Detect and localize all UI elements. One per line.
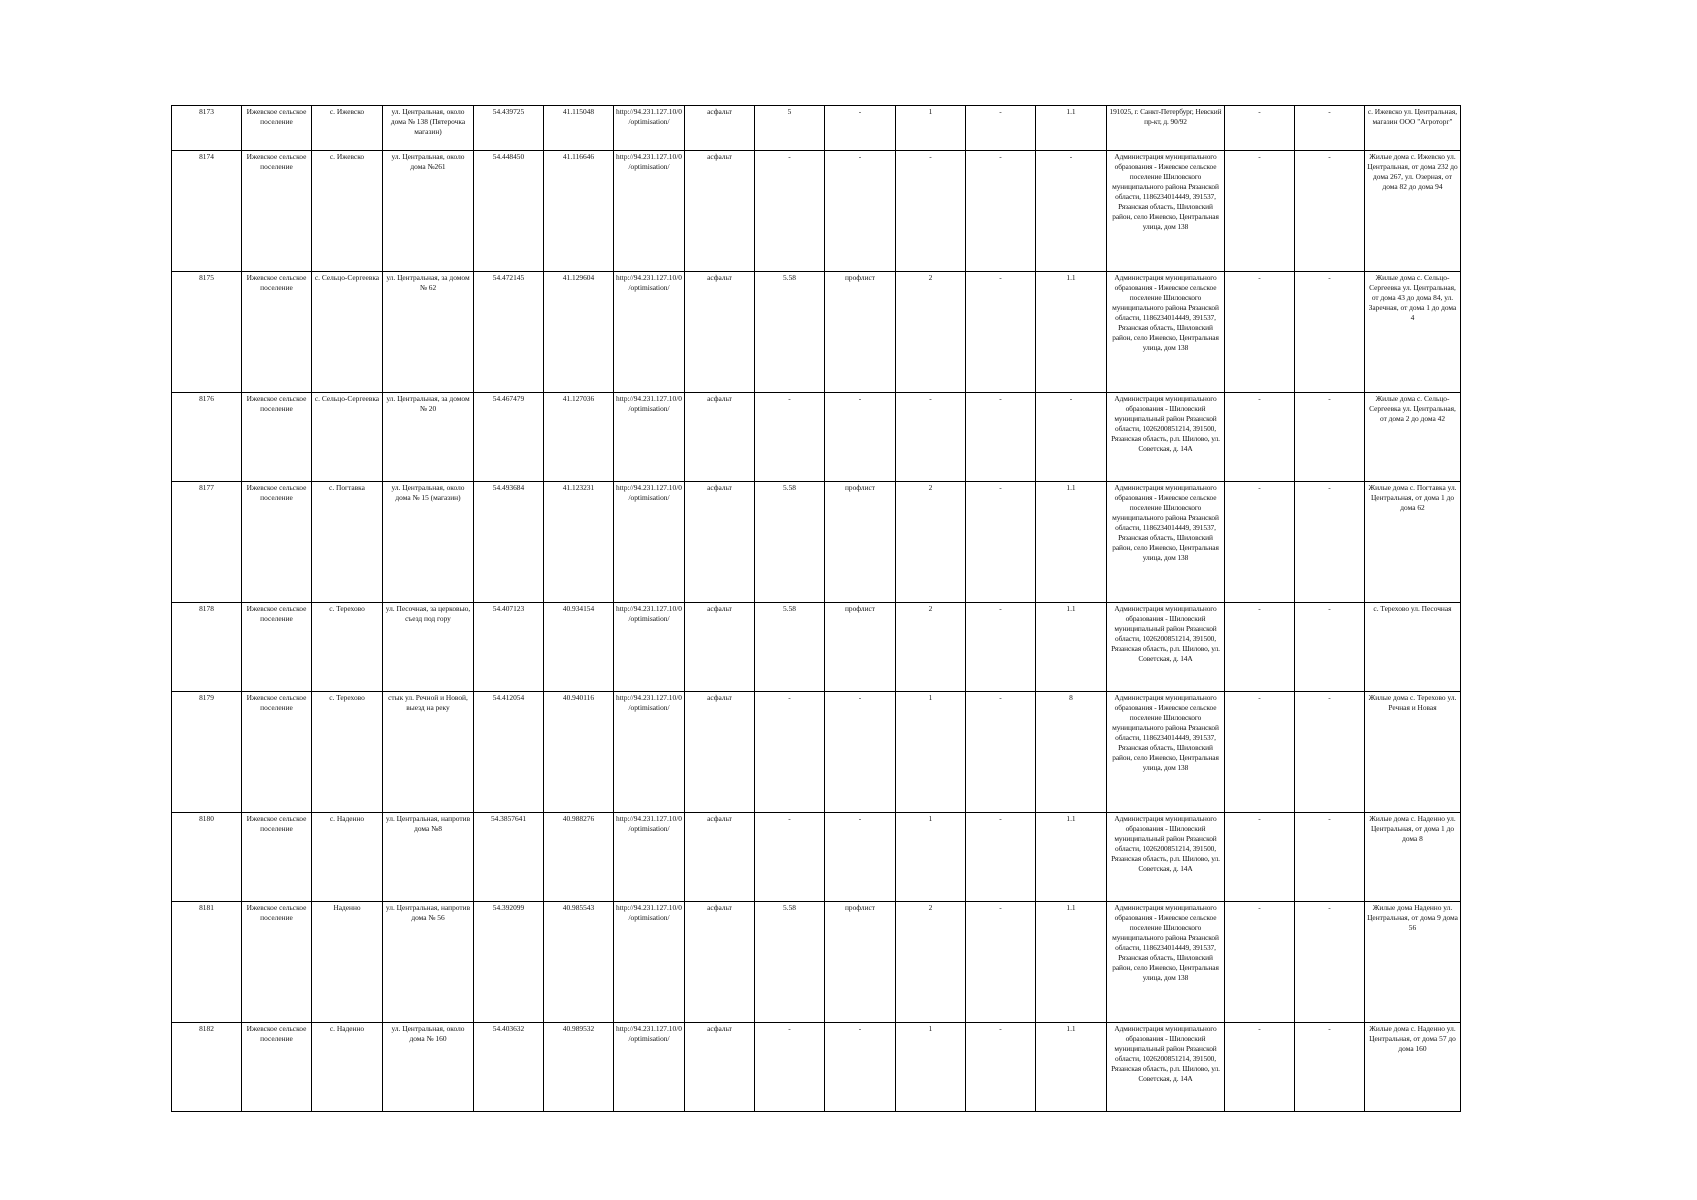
- cell-owner: Администрация муниципального образования - Шиловский муниципальный район Рязанской области, 1026200851214, 391500, Рязанская область, р.п. Шилово, ул. Советская, д. 14А: [1107, 1023, 1225, 1112]
- cell-col-16: -: [1295, 1023, 1365, 1112]
- cell-latitude: 54.493684: [474, 482, 544, 603]
- cell-latitude: 54.3857641: [474, 813, 544, 902]
- table-row: [172, 902, 1461, 1023]
- cell-owner: Администрация муниципального образования - Шиловский муниципальный район Рязанской области, 1026200851214, 391500, Рязанская область, р.п. Шилово, ул. Советская, д. 14А: [1107, 813, 1225, 902]
- cell-col-15: -: [1225, 813, 1295, 902]
- cell-planned-containers: -: [966, 482, 1036, 603]
- cell-owner: Администрация муниципального образования - Ижевское сельское поселение Шиловского муниципального района Рязанской области, 1186234014449, 391537, Рязанская область, Шиловский район, село Ижевско, Центральная улица, дом 138: [1107, 272, 1225, 393]
- cell-container-volume: 1.1: [1036, 272, 1107, 393]
- cell-fence-material: профлист: [825, 603, 896, 692]
- cell-container-count: 1: [896, 1023, 966, 1112]
- cell-container-volume: -: [1036, 151, 1107, 272]
- cell-surface: асфальт: [685, 393, 755, 482]
- cell-settlement: Ижевское сельское поселение: [242, 272, 312, 393]
- cell-container-volume: 1.1: [1036, 813, 1107, 902]
- cell-settlement: Ижевское сельское поселение: [242, 482, 312, 603]
- cell-latitude: 54.412054: [474, 692, 544, 813]
- cell-planned-containers: -: [966, 393, 1036, 482]
- table-row: [172, 272, 1461, 393]
- cell-address: ул. Центральная, около дома № 160: [383, 1023, 474, 1112]
- table-row: [172, 603, 1461, 692]
- cell-surface: асфальт: [685, 1023, 755, 1112]
- cell-address: ул. Центральная, около дома №261: [383, 151, 474, 272]
- cell-served-sources: Жилые дома с. Наденно ул. Центральная, от дома 57 до дома 160: [1365, 1023, 1461, 1112]
- cell-map-url: http://94.231.127.10/0/optimisation/: [614, 272, 685, 393]
- cell-map-url: http://94.231.127.10/0/optimisation/: [614, 482, 685, 603]
- cell-col-15: -: [1225, 106, 1295, 151]
- cell-col-16: -: [1295, 272, 1365, 393]
- cell-owner: Администрация муниципального образования - Ижевское сельское поселение Шиловского муниципального района Рязанской области, 1186234014449, 391537, Рязанская область, Шиловский район, село Ижевско, Центральная улица, дом 138: [1107, 482, 1225, 603]
- cell-longitude: 40.934154: [544, 603, 614, 692]
- cell-village: с. Погтавка: [312, 482, 383, 603]
- cell-col-15: -: [1225, 482, 1295, 603]
- cell-latitude: 54.407123: [474, 603, 544, 692]
- cell-col-15: -: [1225, 603, 1295, 692]
- cell-container-volume: -: [1036, 393, 1107, 482]
- cell-surface: асфальт: [685, 692, 755, 813]
- cell-village: с. Ижевско: [312, 151, 383, 272]
- cell-planned-containers: -: [966, 902, 1036, 1023]
- cell-address: ул. Центральная, за домом № 62: [383, 272, 474, 393]
- cell-col-16: -: [1295, 106, 1365, 151]
- cell-settlement: Ижевское сельское поселение: [242, 692, 312, 813]
- cell-village: с. Сельцо-Сергеевка: [312, 272, 383, 393]
- cell-owner: Администрация муниципального образования - Ижевское сельское поселение Шиловского муниципального района Рязанской области, 1186234014449, 391537, Рязанская область, Шиловский район, село Ижевско, Центральная улица, дом 138: [1107, 151, 1225, 272]
- cell-container-count: 2: [896, 272, 966, 393]
- cell-area: -: [755, 692, 825, 813]
- cell-container-volume: 1.1: [1036, 106, 1107, 151]
- cell-fence-material: профлист: [825, 272, 896, 393]
- cell-settlement: Ижевское сельское поселение: [242, 603, 312, 692]
- cell-longitude: 41.123231: [544, 482, 614, 603]
- cell-id: 8178: [172, 603, 242, 692]
- cell-address: ул. Центральная, напротив дома № 56: [383, 902, 474, 1023]
- cell-id: 8173: [172, 106, 242, 151]
- cell-map-url: http://94.231.127.10/0/optimisation/: [614, 902, 685, 1023]
- cell-settlement: Ижевское сельское поселение: [242, 902, 312, 1023]
- cell-served-sources: Жилые дома с. Наденно ул. Центральная, от дома 1 до дома 8: [1365, 813, 1461, 902]
- cell-latitude: 54.392099: [474, 902, 544, 1023]
- cell-id: 8174: [172, 151, 242, 272]
- cell-fence-material: профлист: [825, 902, 896, 1023]
- cell-latitude: 54.448450: [474, 151, 544, 272]
- cell-address: ул. Песочная, за церковью, съезд под гору: [383, 603, 474, 692]
- cell-map-url: http://94.231.127.10/0/optimisation/: [614, 603, 685, 692]
- cell-col-16: -: [1295, 813, 1365, 902]
- cell-area: 5.58: [755, 603, 825, 692]
- cell-surface: асфальт: [685, 902, 755, 1023]
- cell-served-sources: Жилые дома с. Сельцо-Сергеевка ул. Центральная, от дома 2 до дома 42: [1365, 393, 1461, 482]
- cell-fence-material: -: [825, 1023, 896, 1112]
- cell-address: ул. Центральная, около дома № 15 (магазин): [383, 482, 474, 603]
- cell-longitude: 40.985543: [544, 902, 614, 1023]
- cell-longitude: 40.988276: [544, 813, 614, 902]
- cell-planned-containers: -: [966, 603, 1036, 692]
- cell-id: 8180: [172, 813, 242, 902]
- cell-surface: асфальт: [685, 813, 755, 902]
- cell-surface: асфальт: [685, 272, 755, 393]
- cell-area: 5.58: [755, 482, 825, 603]
- cell-col-15: -: [1225, 272, 1295, 393]
- cell-container-count: 2: [896, 902, 966, 1023]
- cell-col-15: -: [1225, 151, 1295, 272]
- cell-owner: 191025, г. Санкт-Петербург, Невский пр-кт, д. 90/92: [1107, 106, 1225, 151]
- cell-col-15: -: [1225, 393, 1295, 482]
- cell-col-16: -: [1295, 393, 1365, 482]
- cell-settlement: Ижевское сельское поселение: [242, 813, 312, 902]
- cell-village: с. Наденно: [312, 813, 383, 902]
- cell-settlement: Ижевское сельское поселение: [242, 1023, 312, 1112]
- table-row: [172, 482, 1461, 603]
- cell-longitude: 41.115048: [544, 106, 614, 151]
- cell-latitude: 54.403632: [474, 1023, 544, 1112]
- cell-col-15: -: [1225, 1023, 1295, 1112]
- cell-address: ул. Центральная, за домом № 20: [383, 393, 474, 482]
- cell-address: стык ул. Речной и Новой, выезд на реку: [383, 692, 474, 813]
- table-row: [172, 106, 1461, 151]
- cell-col-16: -: [1295, 482, 1365, 603]
- cell-village: с. Терехово: [312, 603, 383, 692]
- cell-container-volume: 8: [1036, 692, 1107, 813]
- cell-area: 5.58: [755, 902, 825, 1023]
- cell-area: -: [755, 813, 825, 902]
- cell-col-16: -: [1295, 151, 1365, 272]
- cell-container-volume: 1.1: [1036, 603, 1107, 692]
- cell-planned-containers: -: [966, 106, 1036, 151]
- cell-container-volume: 1.1: [1036, 1023, 1107, 1112]
- cell-area: 5: [755, 106, 825, 151]
- cell-container-count: -: [896, 151, 966, 272]
- cell-container-count: 1: [896, 692, 966, 813]
- cell-container-count: 2: [896, 482, 966, 603]
- table-row: [172, 1023, 1461, 1112]
- cell-map-url: http://94.231.127.10/0/optimisation/: [614, 393, 685, 482]
- cell-settlement: Ижевское сельское поселение: [242, 151, 312, 272]
- cell-owner: Администрация муниципального образования - Шиловский муниципальный район Рязанской области, 1026200851214, 391500, Рязанская область, р.п. Шилово, ул. Советская, д. 14А: [1107, 393, 1225, 482]
- cell-container-count: 1: [896, 106, 966, 151]
- cell-fence-material: -: [825, 393, 896, 482]
- cell-served-sources: Жилые дома с. Сельцо-Сергеевка ул. Центральная, от дома 43 до дома 84, ул. Заречная, от дома 1 до дома 4: [1365, 272, 1461, 393]
- cell-fence-material: -: [825, 813, 896, 902]
- cell-id: 8181: [172, 902, 242, 1023]
- cell-served-sources: с. Терехово ул. Песочная: [1365, 603, 1461, 692]
- cell-served-sources: Жилые дома с. Терехово ул. Речная и Новая: [1365, 692, 1461, 813]
- table-row: [172, 692, 1461, 813]
- cell-served-sources: Жилые дома Наденно ул. Центральная, от дома 9 дома 56: [1365, 902, 1461, 1023]
- cell-planned-containers: -: [966, 1023, 1036, 1112]
- cell-map-url: http://94.231.127.10/0/optimisation/: [614, 1023, 685, 1112]
- cell-fence-material: -: [825, 106, 896, 151]
- cell-village: с. Сельцо-Сергеевка: [312, 393, 383, 482]
- cell-owner: Администрация муниципального образования - Ижевское сельское поселение Шиловского муниципального района Рязанской области, 1186234014449, 391537, Рязанская область, Шиловский район, село Ижевско, Центральная улица, дом 138: [1107, 902, 1225, 1023]
- cell-longitude: 40.989532: [544, 1023, 614, 1112]
- cell-col-16: -: [1295, 692, 1365, 813]
- cell-planned-containers: -: [966, 692, 1036, 813]
- cell-settlement: Ижевское сельское поселение: [242, 106, 312, 151]
- cell-address: ул. Центральная, напротив дома №8: [383, 813, 474, 902]
- cell-longitude: 41.116646: [544, 151, 614, 272]
- cell-fence-material: -: [825, 151, 896, 272]
- cell-map-url: http://94.231.127.10/0/optimisation/: [614, 813, 685, 902]
- waste-sites-table: [171, 105, 1461, 1112]
- cell-container-volume: 1.1: [1036, 902, 1107, 1023]
- cell-address: ул. Центральная, около дома № 138 (Пятерочка магазин): [383, 106, 474, 151]
- cell-village: Наденно: [312, 902, 383, 1023]
- cell-planned-containers: -: [966, 272, 1036, 393]
- cell-latitude: 54.472145: [474, 272, 544, 393]
- cell-id: 8182: [172, 1023, 242, 1112]
- cell-area: 5.58: [755, 272, 825, 393]
- cell-planned-containers: -: [966, 813, 1036, 902]
- cell-longitude: 40.940116: [544, 692, 614, 813]
- cell-id: 8179: [172, 692, 242, 813]
- cell-map-url: http://94.231.127.10/0/optimisation/: [614, 106, 685, 151]
- cell-served-sources: Жилые дома с. Погтавка ул. Центральная, от дома 1 до дома 62: [1365, 482, 1461, 603]
- table-row: [172, 393, 1461, 482]
- cell-surface: асфальт: [685, 151, 755, 272]
- cell-col-15: -: [1225, 692, 1295, 813]
- cell-map-url: http://94.231.127.10/0/optimisation/: [614, 692, 685, 813]
- cell-area: -: [755, 151, 825, 272]
- cell-served-sources: с. Ижевско ул. Центральная, магазин ООО "Агроторг": [1365, 106, 1461, 151]
- cell-latitude: 54.467479: [474, 393, 544, 482]
- cell-village: с. Терехово: [312, 692, 383, 813]
- cell-container-count: -: [896, 393, 966, 482]
- cell-village: с. Наденно: [312, 1023, 383, 1112]
- cell-id: 8175: [172, 272, 242, 393]
- cell-container-count: 1: [896, 813, 966, 902]
- cell-area: -: [755, 393, 825, 482]
- cell-settlement: Ижевское сельское поселение: [242, 393, 312, 482]
- cell-surface: асфальт: [685, 482, 755, 603]
- table-row: [172, 813, 1461, 902]
- cell-id: 8176: [172, 393, 242, 482]
- cell-container-volume: 1.1: [1036, 482, 1107, 603]
- cell-served-sources: Жилые дома с. Ижевско ул. Центральная, от дома 232 до дома 267, ул. Озерная, от дома 82 до дома 94: [1365, 151, 1461, 272]
- cell-planned-containers: -: [966, 151, 1036, 272]
- cell-col-16: -: [1295, 603, 1365, 692]
- cell-map-url: http://94.231.127.10/0/optimisation/: [614, 151, 685, 272]
- cell-surface: асфальт: [685, 106, 755, 151]
- cell-owner: Администрация муниципального образования - Ижевское сельское поселение Шиловского муниципального района Рязанской области, 1186234014449, 391537, Рязанская область, Шиловский район, село Ижевско, Центральная улица, дом 138: [1107, 692, 1225, 813]
- cell-col-15: -: [1225, 902, 1295, 1023]
- cell-area: -: [755, 1023, 825, 1112]
- cell-surface: асфальт: [685, 603, 755, 692]
- cell-latitude: 54.439725: [474, 106, 544, 151]
- cell-fence-material: -: [825, 692, 896, 813]
- cell-fence-material: профлист: [825, 482, 896, 603]
- cell-longitude: 41.129604: [544, 272, 614, 393]
- cell-village: с. Ижевско: [312, 106, 383, 151]
- cell-id: 8177: [172, 482, 242, 603]
- cell-container-count: 2: [896, 603, 966, 692]
- cell-col-16: -: [1295, 902, 1365, 1023]
- table-row: [172, 151, 1461, 272]
- cell-longitude: 41.127036: [544, 393, 614, 482]
- cell-owner: Администрация муниципального образования - Шиловский муниципальный район Рязанской области, 1026200851214, 391500, Рязанская область, р.п. Шилово, ул. Советская, д. 14А: [1107, 603, 1225, 692]
